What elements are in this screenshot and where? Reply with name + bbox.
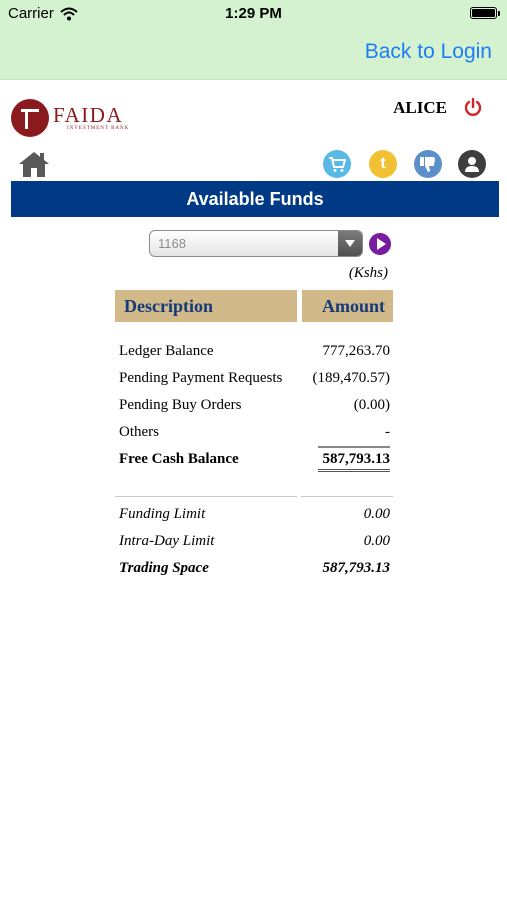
power-icon[interactable] bbox=[463, 97, 483, 117]
divider bbox=[115, 496, 297, 497]
table-row bbox=[119, 370, 390, 392]
go-icon[interactable] bbox=[369, 233, 391, 255]
currency-note: (Kshs) bbox=[348, 265, 388, 281]
logo-name: FAIDA bbox=[53, 103, 124, 127]
table-row bbox=[119, 424, 390, 446]
thumbs-down-icon[interactable] bbox=[414, 150, 442, 178]
account-select[interactable] bbox=[149, 230, 363, 257]
logo-sub: INVESTMENT BANK bbox=[67, 126, 130, 131]
total-label: Free Cash Balance bbox=[119, 451, 239, 467]
row-label: Others bbox=[119, 424, 159, 440]
back-to-login-link[interactable]: Back to Login bbox=[364, 40, 492, 63]
row-label: Pending Payment Requests bbox=[119, 370, 283, 386]
row-amount: 777,263.70 bbox=[322, 343, 390, 359]
divider bbox=[301, 496, 393, 497]
row-amount: (189,470.57) bbox=[312, 370, 390, 386]
table-row bbox=[119, 343, 390, 365]
trading-space-amount: 587,793.13 bbox=[322, 560, 390, 576]
row-amount: - bbox=[385, 424, 390, 440]
status-time: 1:29 PM bbox=[225, 5, 282, 22]
row-amount: 0.00 bbox=[363, 533, 390, 549]
user-icon[interactable] bbox=[458, 150, 486, 178]
trading-space-row bbox=[119, 560, 390, 582]
amount-header: Amount bbox=[302, 290, 393, 322]
dropdown-arrow-icon[interactable] bbox=[338, 231, 362, 256]
total-row bbox=[119, 446, 390, 476]
total-amount: 587,793.13 bbox=[318, 446, 390, 472]
cart-icon[interactable] bbox=[323, 150, 351, 178]
account-select-value: 1168 bbox=[158, 236, 186, 251]
limit-row bbox=[119, 506, 390, 528]
limit-row bbox=[119, 533, 390, 555]
description-header: Description bbox=[115, 290, 297, 322]
twitter-icon[interactable]: t bbox=[369, 150, 397, 178]
home-icon[interactable] bbox=[17, 150, 51, 178]
navigation-bar bbox=[0, 0, 507, 80]
row-amount: 0.00 bbox=[363, 506, 390, 522]
status-bar bbox=[0, 0, 507, 28]
row-label: Pending Buy Orders bbox=[119, 397, 242, 413]
trading-space-label: Trading Space bbox=[119, 560, 209, 576]
row-label: Funding Limit bbox=[119, 506, 206, 522]
page-title: Available Funds bbox=[11, 181, 499, 217]
row-label: Intra-Day Limit bbox=[119, 533, 215, 549]
row-amount: (0.00) bbox=[353, 397, 390, 413]
row-label: Ledger Balance bbox=[119, 343, 214, 359]
table-row bbox=[119, 397, 390, 419]
logo-mark bbox=[11, 99, 49, 137]
carrier-label: Carrier bbox=[8, 5, 54, 22]
user-name: ALICE bbox=[393, 98, 447, 117]
battery-icon bbox=[470, 7, 497, 19]
faida-logo bbox=[11, 95, 216, 140]
